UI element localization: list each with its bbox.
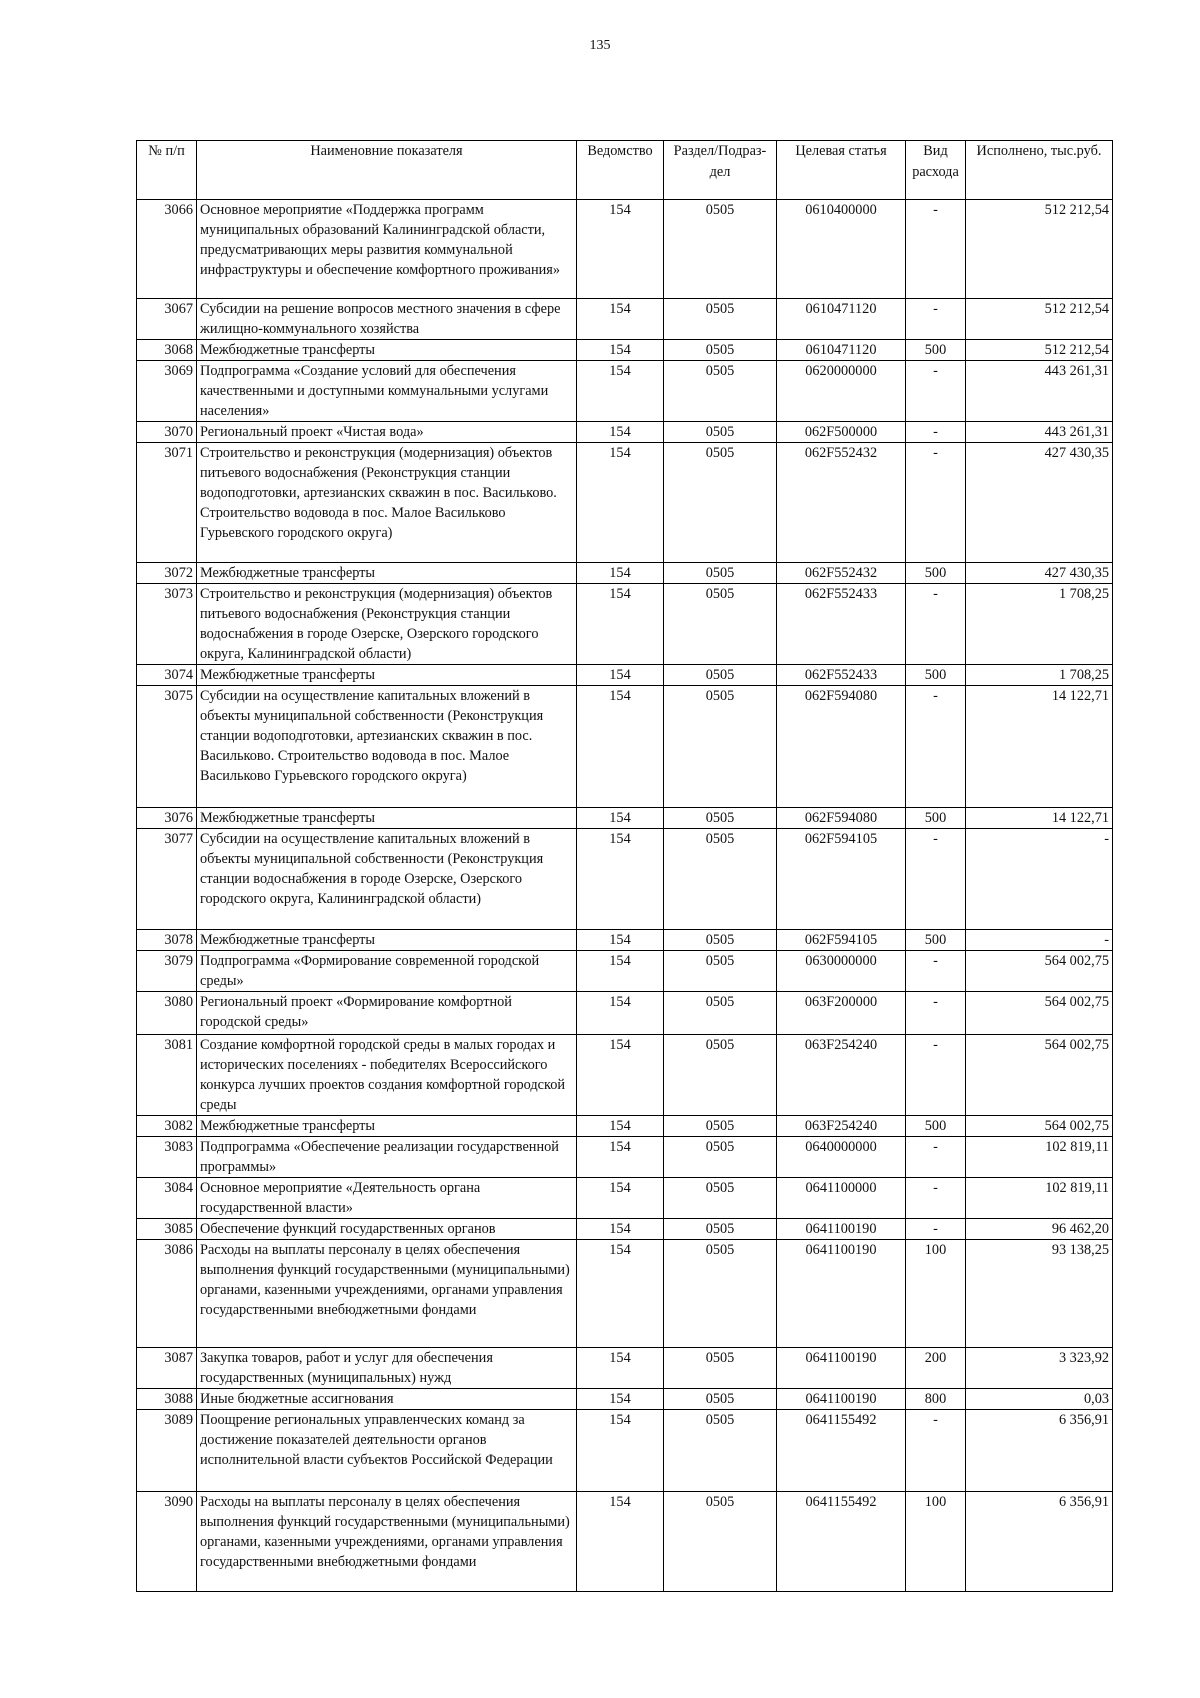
expense-type: 100: [906, 1240, 966, 1348]
page-number: 135: [589, 38, 611, 53]
table-row: [137, 1492, 1113, 1592]
target-article: 0641100190: [777, 1219, 906, 1240]
row-number: 3067: [137, 299, 197, 340]
section-code: 0505: [664, 829, 777, 930]
executed-amount: 564 002,75: [966, 951, 1113, 992]
table-row: [137, 422, 1113, 443]
department-code: 154: [577, 361, 664, 422]
target-article: 063F254240: [777, 1035, 906, 1116]
target-article: 062F594105: [777, 829, 906, 930]
executed-amount: -: [966, 930, 1113, 951]
table-row: [137, 686, 1113, 808]
department-code: 154: [577, 951, 664, 992]
target-article: 0641100190: [777, 1389, 906, 1410]
row-number: 3087: [137, 1348, 197, 1389]
target-article: 0630000000: [777, 951, 906, 992]
department-code: 154: [577, 1492, 664, 1592]
indicator-name: Региональный проект «Чистая вода»: [197, 422, 577, 443]
row-number: 3089: [137, 1410, 197, 1492]
expense-type: -: [906, 992, 966, 1035]
table-row: [137, 340, 1113, 361]
expense-type: -: [906, 361, 966, 422]
executed-amount: 102 819,11: [966, 1178, 1113, 1219]
indicator-name: Подпрограмма «Создание условий для обеспечения качественными и доступными коммунальными услугами населения»: [197, 361, 577, 422]
indicator-name: Межбюджетные трансферты: [197, 930, 577, 951]
row-number: 3084: [137, 1178, 197, 1219]
target-article: 062F594080: [777, 808, 906, 829]
header-number: № п/п: [137, 141, 197, 200]
section-code: 0505: [664, 340, 777, 361]
indicator-name: Межбюджетные трансферты: [197, 665, 577, 686]
row-number: 3069: [137, 361, 197, 422]
section-code: 0505: [664, 422, 777, 443]
indicator-name: Подпрограмма «Формирование современной городской среды»: [197, 951, 577, 992]
department-code: 154: [577, 686, 664, 808]
header-expense-type: Вид расхода: [906, 141, 966, 200]
section-code: 0505: [664, 584, 777, 665]
indicator-name: Подпрограмма «Обеспечение реализации государственной программы»: [197, 1137, 577, 1178]
department-code: 154: [577, 1035, 664, 1116]
target-article: 062F500000: [777, 422, 906, 443]
expense-type: -: [906, 584, 966, 665]
table-row: [137, 951, 1113, 992]
expense-type: -: [906, 829, 966, 930]
table-row: [137, 1219, 1113, 1240]
executed-amount: 564 002,75: [966, 992, 1113, 1035]
section-code: 0505: [664, 1219, 777, 1240]
section-code: 0505: [664, 1389, 777, 1410]
department-code: 154: [577, 563, 664, 584]
row-number: 3071: [137, 443, 197, 563]
row-number: 3079: [137, 951, 197, 992]
indicator-name: Строительство и реконструкция (модернизация) объектов питьевого водоснабжения (Реконструкция станции водоснабжения в городе Озерске, Озерского городского округа, Калининградской области): [197, 584, 577, 665]
department-code: 154: [577, 299, 664, 340]
indicator-name: Межбюджетные трансферты: [197, 1116, 577, 1137]
target-article: 062F594105: [777, 930, 906, 951]
section-code: 0505: [664, 1492, 777, 1592]
indicator-name: Субсидии на решение вопросов местного значения в сфере жилищно-коммунального хозяйства: [197, 299, 577, 340]
table-row: [137, 930, 1113, 951]
indicator-name: Обеспечение функций государственных органов: [197, 1219, 577, 1240]
section-code: 0505: [664, 361, 777, 422]
section-code: 0505: [664, 1178, 777, 1219]
department-code: 154: [577, 443, 664, 563]
indicator-name: Основное мероприятие «Деятельность органа государственной власти»: [197, 1178, 577, 1219]
target-article: 062F552432: [777, 563, 906, 584]
indicator-name: Строительство и реконструкция (модернизация) объектов питьевого водоснабжения (Реконструкция станции водоподготовки, артезианских скважин в пос. Васильково. Строительство водовода в пос. Малое Васильково Гурьевского городского округа): [197, 443, 577, 563]
target-article: 062F552433: [777, 665, 906, 686]
target-article: 0641100000: [777, 1178, 906, 1219]
department-code: 154: [577, 1116, 664, 1137]
section-code: 0505: [664, 1137, 777, 1178]
department-code: 154: [577, 1137, 664, 1178]
department-code: 154: [577, 200, 664, 299]
row-number: 3083: [137, 1137, 197, 1178]
table-row: [137, 584, 1113, 665]
executed-amount: 443 261,31: [966, 361, 1113, 422]
executed-amount: 564 002,75: [966, 1116, 1113, 1137]
section-code: 0505: [664, 665, 777, 686]
department-code: 154: [577, 584, 664, 665]
row-number: 3072: [137, 563, 197, 584]
executed-amount: -: [966, 829, 1113, 930]
table-row: [137, 1348, 1113, 1389]
target-article: 0620000000: [777, 361, 906, 422]
section-code: 0505: [664, 200, 777, 299]
indicator-name: Субсидии на осуществление капитальных вложений в объекты муниципальной собственности (Реконструкция станции водоснабжения в городе Озерске, Озерского городского округа, Калининградской области): [197, 829, 577, 930]
executed-amount: 14 122,71: [966, 808, 1113, 829]
indicator-name: Межбюджетные трансферты: [197, 808, 577, 829]
target-article: 0641100190: [777, 1240, 906, 1348]
expense-type: -: [906, 443, 966, 563]
target-article: 062F594080: [777, 686, 906, 808]
indicator-name: Закупка товаров, работ и услуг для обеспечения государственных (муниципальных) нужд: [197, 1348, 577, 1389]
expense-type: -: [906, 200, 966, 299]
header-name: Наименовние показателя: [197, 141, 577, 200]
indicator-name: Основное мероприятие «Поддержка программ муниципальных образований Калининградской области, предусматривающих меры развития коммунальной инфраструктуры и обеспечение комфортного проживания»: [197, 200, 577, 299]
executed-amount: 102 819,11: [966, 1137, 1113, 1178]
table-row: [137, 1240, 1113, 1348]
section-code: 0505: [664, 1035, 777, 1116]
expense-type: -: [906, 1410, 966, 1492]
table-row: [137, 829, 1113, 930]
expense-type: 200: [906, 1348, 966, 1389]
table-row: [137, 1116, 1113, 1137]
section-code: 0505: [664, 992, 777, 1035]
department-code: 154: [577, 1348, 664, 1389]
department-code: 154: [577, 808, 664, 829]
section-code: 0505: [664, 1348, 777, 1389]
indicator-name: Субсидии на осуществление капитальных вложений в объекты муниципальной собственности (Реконструкция станции водоподготовки, артезианских скважин в пос. Васильково. Строительство водовода в пос. Малое Васильково Гурьевского городского округа): [197, 686, 577, 808]
section-code: 0505: [664, 930, 777, 951]
indicator-name: Расходы на выплаты персоналу в целях обеспечения выполнения функций государственными (муниципальными) органами, казенными учреждениями, органами управления государственными внебюджетными фондами: [197, 1492, 577, 1592]
header-section: Раздел/Подраз-дел: [664, 141, 777, 200]
department-code: 154: [577, 1410, 664, 1492]
row-number: 3081: [137, 1035, 197, 1116]
budget-table: [136, 140, 1113, 1592]
header-department: Ведомство: [577, 141, 664, 200]
department-code: 154: [577, 992, 664, 1035]
executed-amount: 512 212,54: [966, 340, 1113, 361]
row-number: 3077: [137, 829, 197, 930]
indicator-name: Региональный проект «Формирование комфортной городской среды»: [197, 992, 577, 1035]
indicator-name: Иные бюджетные ассигнования: [197, 1389, 577, 1410]
expense-type: -: [906, 1178, 966, 1219]
table-row: [137, 563, 1113, 584]
executed-amount: 427 430,35: [966, 443, 1113, 563]
expense-type: 100: [906, 1492, 966, 1592]
department-code: 154: [577, 1240, 664, 1348]
executed-amount: 1 708,25: [966, 584, 1113, 665]
row-number: 3074: [137, 665, 197, 686]
department-code: 154: [577, 1389, 664, 1410]
expense-type: 800: [906, 1389, 966, 1410]
indicator-name: Межбюджетные трансферты: [197, 340, 577, 361]
row-number: 3088: [137, 1389, 197, 1410]
table-row: [137, 443, 1113, 563]
executed-amount: 14 122,71: [966, 686, 1113, 808]
department-code: 154: [577, 422, 664, 443]
expense-type: -: [906, 1137, 966, 1178]
expense-type: -: [906, 686, 966, 808]
department-code: 154: [577, 930, 664, 951]
executed-amount: 6 356,91: [966, 1410, 1113, 1492]
expense-type: 500: [906, 1116, 966, 1137]
department-code: 154: [577, 1178, 664, 1219]
row-number: 3073: [137, 584, 197, 665]
table-row: [137, 361, 1113, 422]
target-article: 0641100190: [777, 1348, 906, 1389]
expense-type: -: [906, 951, 966, 992]
expense-type: 500: [906, 665, 966, 686]
table-header-row: [137, 141, 1113, 200]
table-row: [137, 299, 1113, 340]
row-number: 3086: [137, 1240, 197, 1348]
department-code: 154: [577, 829, 664, 930]
indicator-name: Поощрение региональных управленческих команд за достижение показателей деятельности органов исполнительной власти субъектов Российской Федерации: [197, 1410, 577, 1492]
expense-type: 500: [906, 808, 966, 829]
target-article: 062F552432: [777, 443, 906, 563]
table-row: [137, 1137, 1113, 1178]
row-number: 3080: [137, 992, 197, 1035]
executed-amount: 443 261,31: [966, 422, 1113, 443]
expense-type: -: [906, 299, 966, 340]
department-code: 154: [577, 340, 664, 361]
expense-type: 500: [906, 563, 966, 584]
section-code: 0505: [664, 1116, 777, 1137]
section-code: 0505: [664, 808, 777, 829]
target-article: 0641155492: [777, 1492, 906, 1592]
department-code: 154: [577, 665, 664, 686]
row-number: 3068: [137, 340, 197, 361]
target-article: 062F552433: [777, 584, 906, 665]
executed-amount: 3 323,92: [966, 1348, 1113, 1389]
row-number: 3078: [137, 930, 197, 951]
indicator-name: Межбюджетные трансферты: [197, 563, 577, 584]
target-article: 063F200000: [777, 992, 906, 1035]
executed-amount: 512 212,54: [966, 299, 1113, 340]
section-code: 0505: [664, 686, 777, 808]
executed-amount: 6 356,91: [966, 1492, 1113, 1592]
row-number: 3076: [137, 808, 197, 829]
indicator-name: Расходы на выплаты персоналу в целях обеспечения выполнения функций государственными (муниципальными) органами, казенными учреждениями, органами управления государственными внебюджетными фондами: [197, 1240, 577, 1348]
header-target-article: Целевая статья: [777, 141, 906, 200]
table-row: [137, 665, 1113, 686]
target-article: 0610471120: [777, 299, 906, 340]
row-number: 3085: [137, 1219, 197, 1240]
expense-type: -: [906, 1219, 966, 1240]
expense-type: -: [906, 422, 966, 443]
expense-type: 500: [906, 340, 966, 361]
indicator-name: Создание комфортной городской среды в малых городах и исторических поселениях - победителях Всероссийского конкурса лучших проектов создания комфортной городской среды: [197, 1035, 577, 1116]
target-article: 0610471120: [777, 340, 906, 361]
table-row: [137, 1178, 1113, 1219]
table-row: [137, 200, 1113, 299]
department-code: 154: [577, 1219, 664, 1240]
table-row: [137, 808, 1113, 829]
executed-amount: 96 462,20: [966, 1219, 1113, 1240]
expense-type: -: [906, 1035, 966, 1116]
row-number: 3082: [137, 1116, 197, 1137]
target-article: 063F254240: [777, 1116, 906, 1137]
row-number: 3075: [137, 686, 197, 808]
table-row: [137, 1410, 1113, 1492]
row-number: 3070: [137, 422, 197, 443]
target-article: 0641155492: [777, 1410, 906, 1492]
section-code: 0505: [664, 1240, 777, 1348]
executed-amount: 93 138,25: [966, 1240, 1113, 1348]
header-executed: Исполнено, тыс.руб.: [966, 141, 1113, 200]
target-article: 0640000000: [777, 1137, 906, 1178]
executed-amount: 1 708,25: [966, 665, 1113, 686]
section-code: 0505: [664, 563, 777, 584]
table-row: [137, 1389, 1113, 1410]
executed-amount: 564 002,75: [966, 1035, 1113, 1116]
section-code: 0505: [664, 299, 777, 340]
row-number: 3066: [137, 200, 197, 299]
executed-amount: 427 430,35: [966, 563, 1113, 584]
table-row: [137, 992, 1113, 1035]
executed-amount: 0,03: [966, 1389, 1113, 1410]
executed-amount: 512 212,54: [966, 200, 1113, 299]
section-code: 0505: [664, 443, 777, 563]
target-article: 0610400000: [777, 200, 906, 299]
section-code: 0505: [664, 951, 777, 992]
expense-type: 500: [906, 930, 966, 951]
table-row: [137, 1035, 1113, 1116]
row-number: 3090: [137, 1492, 197, 1592]
section-code: 0505: [664, 1410, 777, 1492]
